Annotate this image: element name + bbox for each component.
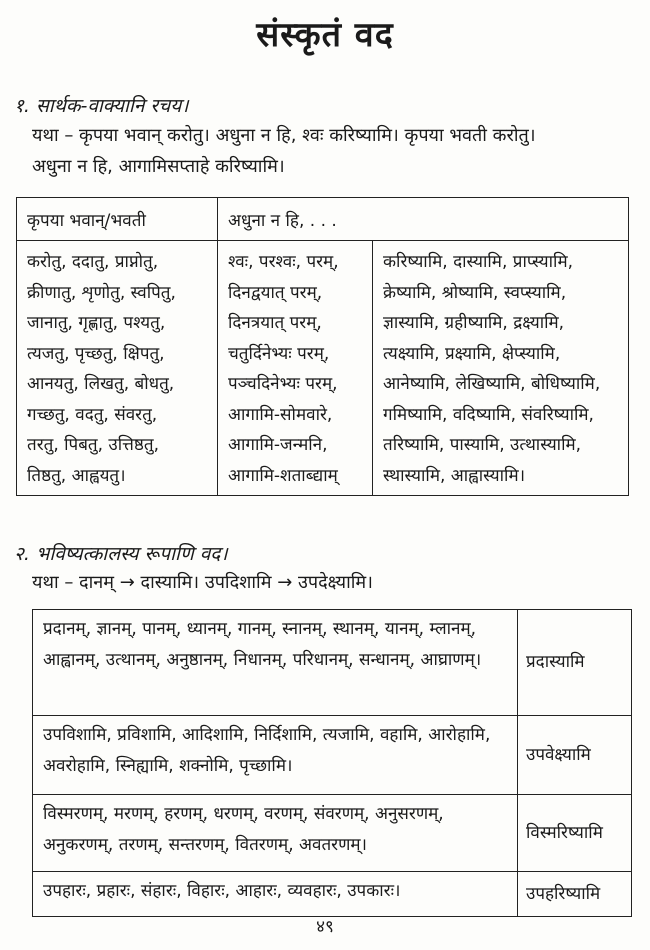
list-item: आगामि-जन्मनि, <box>228 435 328 455</box>
list-item: आगामि-शताब्द्याम् <box>228 465 338 486</box>
verbs-imperative-column <box>17 241 218 496</box>
word-list-cell: उपहारः, प्रहारः, संहारः, विहारः, आहारः, व्यवहारः, उपकारः। <box>33 872 518 917</box>
list-item: आनेष्यामि, लेखिष्यामि, बोधिष्यामि, <box>383 374 601 394</box>
list-item: करिष्यामि, दास्यामि, प्राप्स्यामि, <box>383 252 574 272</box>
section1-example <box>32 120 642 182</box>
list-item: आगामि-सोमवारे, <box>228 404 333 425</box>
list-item: त्यक्ष्यामि, प्रक्ष्यामि, क्षेप्स्यामि, <box>383 343 561 364</box>
list-item: त्यजतु, पृच्छतु, क्षिपतु, <box>27 343 165 364</box>
list-item: आनयतु, लिखतु, बोधतु, <box>27 374 175 394</box>
list-item: पञ्चदिनेभ्यः परम्, <box>228 374 338 394</box>
answer-cell: उपहरिष्यामि <box>518 872 632 917</box>
table-row <box>33 716 632 795</box>
list-item: दिनद्वयात् परम्, <box>228 282 323 303</box>
table-row <box>33 610 632 716</box>
page-number: ४९ <box>316 917 334 937</box>
answer-cell: विस्मरिष्यामि <box>518 795 632 872</box>
list-item: जानातु, गृह्णातु, पश्यतु, <box>27 313 166 333</box>
list-item: गमिष्यामि, वदिष्यामि, संवरिष्यामि, <box>383 404 594 425</box>
answer-cell: प्रदास्यामि <box>518 610 632 716</box>
word-list-cell: प्रदानम्, ज्ञानम्, पानम्, ध्यानम्, गानम्, स्नानम्, स्थानम्, यानम्, म्लानम्, आह्वानम्, उत्थानम्, अनुष्ठानम्, निधानम्, परिधानम्, सन्धानम्, आघ्राणम्। <box>33 610 518 716</box>
list-item: तरिष्यामि, पास्यामि, उत्थास्यामि, <box>383 435 582 455</box>
list-item: क्रीणातु, शृणोतु, स्वपितु, <box>27 282 176 303</box>
list-item: श्वः, परश्वः, परम्, <box>228 252 339 272</box>
word-list-cell: उपविशामि, प्रविशामि, आदिशामि, निर्दिशामि, त्यजामि, वहामि, आरोहामि, अवरोहामि, स्निह्यामि, शक्नोमि, पृच्छामि। <box>33 716 518 795</box>
list-item: दिनत्रयात् परम्, <box>228 313 322 333</box>
section1-heading: १. सार्थक-वाक्यानि रचय। <box>14 95 189 117</box>
answer-cell: उपवेक्ष्यामि <box>518 716 632 795</box>
list-item: स्थास्यामि, आह्वास्यामि। <box>383 465 526 486</box>
section2-example: यथा – दानम् → दास्यामि। उपदिशामि → उपदेक्ष्यामि। <box>32 572 374 593</box>
section2-heading: २. भविष्यत्कालस्य रूपाणि वद। <box>14 543 228 565</box>
header-kripaya: कृपया भवान्/भवती <box>17 198 218 241</box>
example-line-2: अधुना न हि, आगामिसप्ताहे करिष्यामि। <box>32 156 285 177</box>
future-verbs-column <box>373 241 629 496</box>
word-list-cell: विस्मरणम्, मरणम्, हरणम्, धरणम्, वरणम्, संवरणम्, अनुसरणम्, अनुकरणम्, तरणम्, सन्तरणम्, वितरणम्, अवतरणम्। <box>33 795 518 872</box>
table-row <box>33 872 632 917</box>
list-item: गच्छतु, वदतु, संवरतु, <box>27 404 158 425</box>
future-forms-table <box>32 609 632 917</box>
list-item: तिष्ठतु, आह्वयतु। <box>27 465 126 486</box>
page-title: संस्कृतं वद <box>256 15 394 55</box>
header-adhuna: अधुना न हि, . . . <box>218 198 629 241</box>
list-item: तरतु, पिबतु, उत्तिष्ठतु, <box>27 435 159 455</box>
table-row <box>33 795 632 872</box>
list-item: ज्ञास्यामि, ग्रहीष्यामि, द्रक्ष्यामि, <box>383 313 565 333</box>
list-item: चतुर्दिनेभ्यः परम्, <box>228 343 330 364</box>
sentence-table <box>16 197 629 496</box>
example-line-1: यथा – कृपया भवान् करोतु। अधुना न हि, श्वः करिष्यामि। कृपया भवती करोतु। <box>32 125 536 146</box>
time-column <box>218 241 373 496</box>
list-item: करोतु, ददातु, प्राप्नोतु, <box>27 252 159 272</box>
list-item: क्रेष्यामि, श्रोष्यामि, स्वप्स्यामि, <box>383 282 567 303</box>
